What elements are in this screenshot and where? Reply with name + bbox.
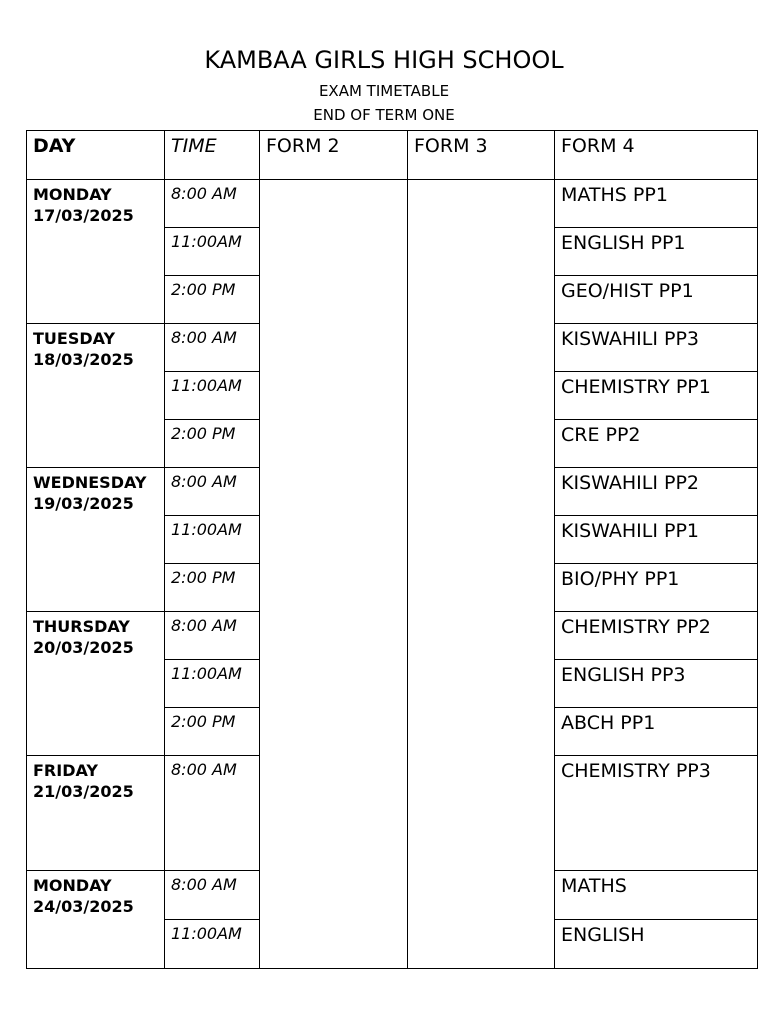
form4-cell: CHEMISTRY PP2 [555, 612, 758, 660]
day-name: MONDAY [33, 185, 112, 204]
form2-cell: ENGLISH [555, 920, 758, 969]
day-name: MONDAY [33, 876, 112, 895]
day-date: 20/03/2025 [33, 638, 134, 657]
day-cell [27, 756, 165, 871]
day-date: 19/03/2025 [33, 494, 134, 513]
day-date: 21/03/2025 [33, 782, 134, 801]
form4-cell: ABCH PP1 [555, 708, 758, 756]
form4-cell: GEO/HIST PP1 [555, 276, 758, 324]
column-header-day: DAY [27, 131, 165, 180]
day-date: 17/03/2025 [33, 206, 134, 225]
document-title: EXAM TIMETABLE [318, 82, 450, 100]
school-name: KAMBAA GIRLS HIGH SCHOOL [204, 46, 564, 74]
header-row [27, 131, 758, 180]
form4-cell: BIO/PHY PP1 [555, 564, 758, 612]
time-cell: 8:00 AM [165, 871, 260, 920]
day-name: TUESDAY [33, 329, 116, 348]
day-cell [27, 871, 165, 969]
form4-cell: CRE PP2 [555, 420, 758, 468]
time-cell: 11:00AM [165, 372, 260, 420]
time-cell: 11:00AM [165, 920, 260, 969]
day-name: THURSDAY [33, 617, 130, 636]
time-cell: 11:00AM [165, 516, 260, 564]
time-cell: 8:00 AM [165, 324, 260, 372]
form4-cell: CHEMISTRY PP3 [555, 756, 758, 871]
day-cell [27, 324, 165, 468]
column-header-form2: FORM 2 [260, 131, 408, 180]
time-cell: 8:00 AM [165, 756, 260, 871]
time-cell: 2:00 PM [165, 564, 260, 612]
day-name: WEDNESDAY [33, 473, 147, 492]
form4-cell: ENGLISH PP1 [555, 228, 758, 276]
form4-cell: KISWAHILI PP3 [555, 324, 758, 372]
exam-timetable [26, 130, 758, 969]
form2-cell [260, 180, 408, 969]
column-header-form3: FORM 3 [408, 131, 555, 180]
time-cell: 8:00 AM [165, 612, 260, 660]
day-cell [27, 180, 165, 324]
form4-cell: ENGLISH PP3 [555, 660, 758, 708]
time-cell: 8:00 AM [165, 468, 260, 516]
time-cell: 2:00 PM [165, 276, 260, 324]
day-cell [27, 468, 165, 612]
form3-cell [408, 180, 555, 969]
day-cell [27, 612, 165, 756]
day-date: 18/03/2025 [33, 350, 134, 369]
form4-cell: KISWAHILI PP2 [555, 468, 758, 516]
day-name: FRIDAY [33, 761, 98, 780]
day-date: 24/03/2025 [33, 897, 134, 916]
table-row [27, 180, 758, 228]
time-cell: 11:00AM [165, 660, 260, 708]
time-cell: 2:00 PM [165, 420, 260, 468]
column-header-form4: FORM 4 [555, 131, 758, 180]
form4-cell: CHEMISTRY PP1 [555, 372, 758, 420]
form4-cell: KISWAHILI PP1 [555, 516, 758, 564]
time-cell: 2:00 PM [165, 708, 260, 756]
time-cell: 11:00AM [165, 228, 260, 276]
time-cell: 8:00 AM [165, 180, 260, 228]
form2-cell: MATHS [555, 871, 758, 920]
form4-cell: MATHS PP1 [555, 180, 758, 228]
column-header-time: TIME [165, 131, 260, 180]
document-subtitle: END OF TERM ONE [313, 106, 455, 124]
